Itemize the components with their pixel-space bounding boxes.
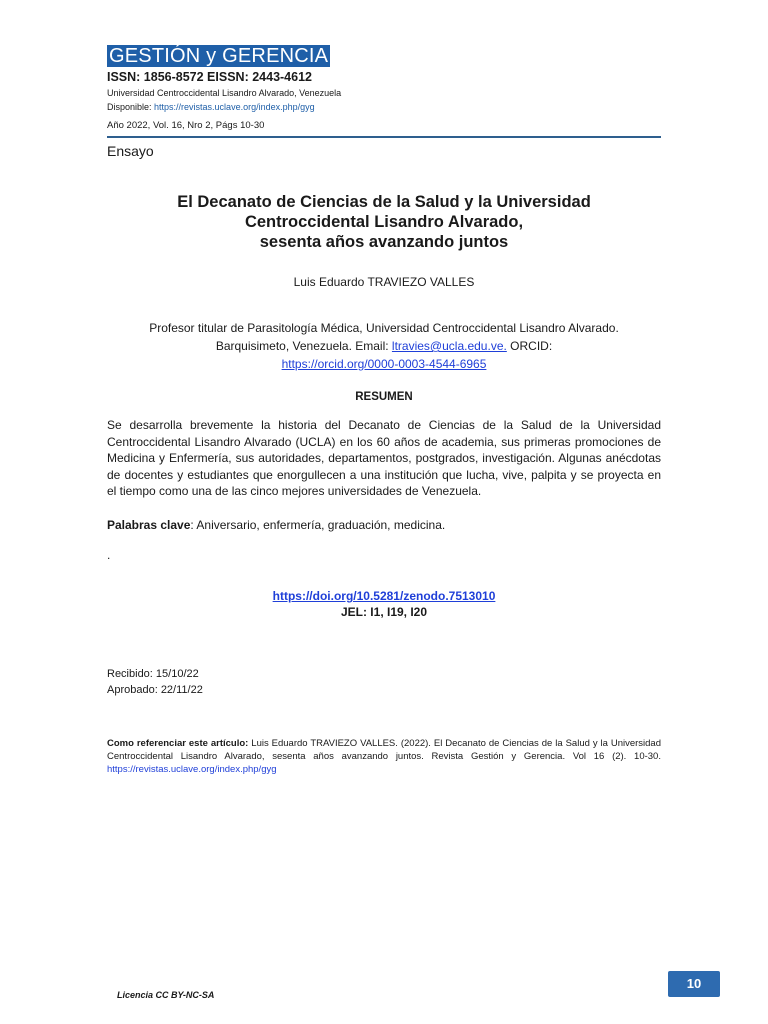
stray-dot: . [107, 548, 111, 562]
keywords-list: : Aniversario, enfermería, graduación, medicina. [190, 518, 446, 532]
issn-line: ISSN: 1856-8572 EISSN: 2443-4612 [107, 70, 312, 84]
affiliation-line: Profesor titular de Parasitología Médica, Universidad Centroccidental Lisandro Alvarado. [149, 321, 619, 335]
journal-title: GESTIÓN y GERENCIA [109, 45, 329, 67]
approved-date: Aprobado: 22/11/22 [107, 684, 203, 696]
title-line: sesenta años avanzando juntos [259, 233, 509, 251]
dates-block [107, 666, 203, 698]
received-date: Recibido: 15/10/22 [107, 668, 199, 680]
journal-url-link[interactable]: https://revistas.uclave.org/index.php/gyg [154, 102, 315, 112]
orcid-link[interactable]: https://orcid.org/0000-0003-4544-6965 [281, 357, 487, 371]
orcid-label: ORCID: [506, 339, 553, 353]
abstract-heading: RESUMEN [355, 391, 413, 403]
license-label: Licencia CC BY-NC-SA [117, 990, 215, 1000]
section-label: Ensayo [107, 143, 154, 159]
volume-line: Año 2022, Vol. 16, Nro 2, Págs 10-30 [107, 120, 265, 131]
email-link[interactable]: ltravies@ucla.edu.ve. [391, 339, 507, 353]
header-divider [107, 136, 661, 138]
author-name: Luis Eduardo TRAVIEZO VALLES [293, 275, 475, 289]
doi [107, 589, 661, 603]
abstract-text: Se desarrolla brevemente la historia del Decanato de Ciencias de la Salud de la Universidad Centroccidental Lisandro Alvarado (UCLA) en los 60 años de academia, sus primeras promociones de Medicina y Enfermería, sus autoridades, departamentos, postgrados, investigación. Algunas anécdotas de docentes y estudiantes que enorgullecen a una institución que lucha, vive, palpita y se proyecta en el tiempo como una de las cinco mejores universidades de Venezuela. [107, 418, 661, 498]
affiliation-city: Barquisimeto, Venezuela. Email: [215, 339, 392, 353]
page-number-badge: 10 [668, 971, 720, 997]
title-line: Centroccidental Lisandro Alvarado, [244, 213, 524, 231]
citation-link[interactable]: https://revistas.uclave.org/index.php/gyg [107, 764, 277, 775]
doi-link[interactable]: https://doi.org/10.5281/zenodo.7513010 [272, 589, 496, 603]
title-line: El Decanato de Ciencias de la Salud y la Universidad [177, 193, 591, 211]
keywords-label: Palabras clave [107, 518, 191, 532]
citation-text: Luis Eduardo TRAVIEZO VALLES. (2022). El Decanato de Ciencias de la Salud y la Universidad Centroccidental Lisandro Alvarado, sesenta años avanzando juntos. Revista Gestión y Gerencia. Vol 16 (2). 10-30. [107, 738, 661, 762]
jel-codes: JEL: I1, I19, I20 [340, 605, 428, 619]
author-affiliation [107, 319, 661, 373]
citation-label: Como referenciar este artículo: [107, 738, 249, 749]
article-title [107, 192, 661, 252]
affiliation-contact [107, 337, 661, 355]
keywords [107, 518, 661, 532]
availability-label: Disponible: [107, 102, 155, 112]
availability-line [107, 102, 315, 112]
university-line: Universidad Centroccidental Lisandro Alvarado, Venezuela [107, 88, 342, 98]
citation-block [107, 737, 661, 776]
